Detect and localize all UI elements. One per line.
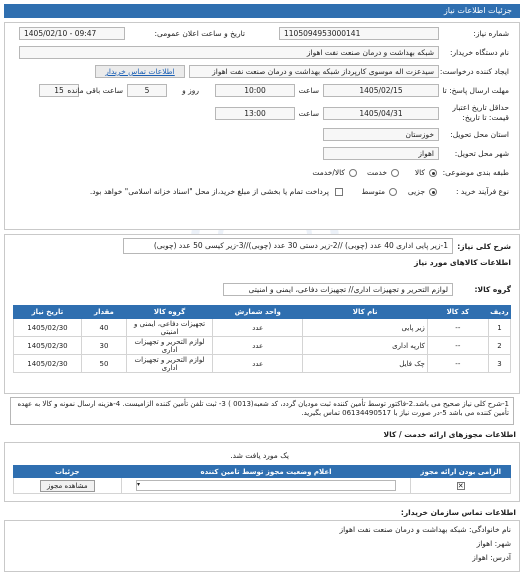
process-minor-label: جزیی xyxy=(407,187,425,196)
validity-label-1: حداقل تاریخ اعتبار xyxy=(452,103,509,112)
cell-name: چک فایل xyxy=(303,355,427,373)
cell-code: -- xyxy=(427,355,488,373)
need-info-panel xyxy=(4,22,520,230)
cell-name: زیر پایی xyxy=(303,319,427,337)
process-label: نوع فرآیند خرید : xyxy=(455,187,509,196)
process-medium-radio[interactable] xyxy=(389,188,397,196)
contact-buyer-line: نام خانوادگی: شبکه بهداشت و درمان صنعت نفت اهواز xyxy=(339,525,511,534)
category-service-radio[interactable] xyxy=(391,169,399,177)
table-row xyxy=(14,478,511,494)
announce-field: 1405/02/10 - 09:47 xyxy=(19,27,125,40)
payment-checkbox[interactable] xyxy=(335,188,343,196)
col-date: تاریخ نیاز xyxy=(14,306,82,319)
city-label: شهر محل تحویل: xyxy=(454,149,509,158)
cell-group: تجهیزات دفاعی، ایمنی و امنیتی xyxy=(127,319,213,337)
validity-date-field: 1405/04/31 xyxy=(323,107,439,120)
cell-row: 1 xyxy=(488,319,510,337)
buyer-notes-field: 1-شرح کلی نیاز صحیح می باشد.2-فاکتور توسط تأمین کننده ثبت مودیان گردد، کد شعبه(0013 ) 3- ثبت تلفن تأمین کننده الزامیست. 4-هزینه ارسال نمونه و کالا به عهده تأمین کننده می باشد 5-در صورت نیاز با 06134490517 تماس بگیرید. xyxy=(10,397,514,425)
goods-group-label: گروه کالا: xyxy=(474,285,511,294)
license-table-header xyxy=(14,466,511,478)
category-label: طبقه بندی موضوعی: xyxy=(442,168,509,177)
cell-qty: 40 xyxy=(81,319,126,337)
city-field: اهواز xyxy=(323,147,439,160)
cell-qty: 50 xyxy=(81,355,126,373)
payment-note: پرداخت تمام یا بخشی از مبلغ خرید،از محل "اسناد خزانه اسلامی" خواهد بود. xyxy=(89,187,329,196)
need-description-panel xyxy=(4,234,520,394)
cell-row: 3 xyxy=(488,355,510,373)
days-label: روز و xyxy=(182,86,199,95)
col-unit: واحد شمارش xyxy=(213,306,303,319)
goods-table xyxy=(13,305,511,373)
description-field: 1-زیر پایی اداری 40 عدد (چوبی) //2-زیر دستی 30 عدد (چوبی)//3-زیر کیسی 50 عدد (چوبی) xyxy=(123,238,453,254)
col-row: ردیف xyxy=(488,306,510,319)
contact-panel xyxy=(4,520,520,572)
contact-city-line: شهر: اهواز xyxy=(476,539,511,548)
validity-label-2: قیمت: تا تاریخ: xyxy=(462,113,509,122)
remaining-label: ساعت باقی مانده xyxy=(67,86,123,95)
buyer-field: شبکه بهداشت و درمان صنعت نفت اهواز xyxy=(19,46,439,59)
col-required: الزامی بودن ارائه مجوز xyxy=(411,466,511,478)
col-code: کد کالا xyxy=(427,306,488,319)
details-cell xyxy=(14,478,122,494)
category-both-radio[interactable] xyxy=(349,169,357,177)
cell-date: 1405/02/30 xyxy=(14,319,82,337)
license-table xyxy=(13,465,511,494)
col-name: نام کالا xyxy=(303,306,427,319)
table-row xyxy=(14,355,511,373)
required-check-icon: ✕ xyxy=(457,481,464,490)
view-license-button[interactable]: مشاهده مجوز xyxy=(40,480,95,492)
goods-table-header xyxy=(14,306,511,319)
status-select[interactable]: ▾ xyxy=(136,480,396,491)
cell-date: 1405/02/30 xyxy=(14,355,82,373)
page-header xyxy=(4,4,520,18)
license-section-title: اطلاعات مجوزهای ارائه خدمت / کالا xyxy=(383,430,516,439)
cell-unit: عدد xyxy=(213,337,303,355)
cell-row: 2 xyxy=(488,337,510,355)
license-panel xyxy=(4,442,520,502)
cell-code: -- xyxy=(427,319,488,337)
goods-section-title: اطلاعات کالاهای مورد نیاز xyxy=(414,258,511,267)
license-count-text: یک مورد یافت شد. xyxy=(230,451,289,460)
contact-address-line: آدرس: اهواز xyxy=(472,553,511,562)
col-details: جزئیات xyxy=(14,466,122,478)
cell-qty: 30 xyxy=(81,337,126,355)
requester-label: ایجاد کننده درخواست: xyxy=(439,67,509,76)
process-medium-label: متوسط xyxy=(361,187,385,196)
province-field: خوزستان xyxy=(323,128,439,141)
cell-name: کارپه اداری xyxy=(303,337,427,355)
col-group: گروه کالا xyxy=(127,306,213,319)
status-cell xyxy=(121,478,411,494)
category-service-label: خدمت xyxy=(367,168,387,177)
reply-hour-label: ساعت xyxy=(298,86,319,95)
table-row xyxy=(14,337,511,355)
table-row xyxy=(14,319,511,337)
validity-hour-field: 13:00 xyxy=(215,107,295,120)
cell-group: لوازم التحریر و تجهیزات اداری xyxy=(127,355,213,373)
validity-hour-label: ساعت xyxy=(298,109,319,118)
cell-unit: عدد xyxy=(213,355,303,373)
reply-deadline-label: مهلت ارسال پاسخ: تا xyxy=(442,86,509,95)
category-goods-radio[interactable] xyxy=(429,169,437,177)
required-cell xyxy=(411,478,511,494)
announce-label: تاریخ و ساعت اعلان عمومی: xyxy=(154,29,245,38)
col-qty: مقدار xyxy=(81,306,126,319)
days-field: 5 xyxy=(127,84,167,97)
buyer-label: نام دستگاه خریدار: xyxy=(449,48,509,57)
cell-code: -- xyxy=(427,337,488,355)
process-minor-radio[interactable] xyxy=(429,188,437,196)
need-number-field: 1105094953000141 xyxy=(279,27,439,40)
category-both-label: کالا/خدمت xyxy=(312,168,345,177)
description-label: شرح کلی نیاز: xyxy=(457,242,511,251)
buyer-contact-link[interactable]: اطلاعات تماس خریدار xyxy=(95,65,185,78)
remaining-hours-field: 15 xyxy=(39,84,79,97)
cell-date: 1405/02/30 xyxy=(14,337,82,355)
goods-group-field: لوازم التحریر و تجهیزات اداری// تجهیزات دفاعی، ایمنی و امنیتی xyxy=(223,283,453,296)
reply-date-field: 1405/02/15 xyxy=(323,84,439,97)
need-number-label: شماره نیاز: xyxy=(473,29,509,38)
cell-unit: عدد xyxy=(213,319,303,337)
col-status: اعلام وضعیت مجوز توسط تامین کننده xyxy=(121,466,411,478)
cell-group: لوازم التحریر و تجهیزات اداری xyxy=(127,337,213,355)
province-label: استان محل تحویل: xyxy=(450,130,509,139)
requester-field: سیدعزت اله موسوی کارپرداز شبکه بهداشت و درمان صنعت نفت اهواز xyxy=(189,65,439,78)
category-goods-label: کالا xyxy=(414,168,425,177)
reply-hour-field: 10:00 xyxy=(215,84,295,97)
contact-section-title: اطلاعات تماس سازمان خریدار: xyxy=(400,508,516,517)
page-title: جزئیات اطلاعات نیاز xyxy=(443,6,512,15)
